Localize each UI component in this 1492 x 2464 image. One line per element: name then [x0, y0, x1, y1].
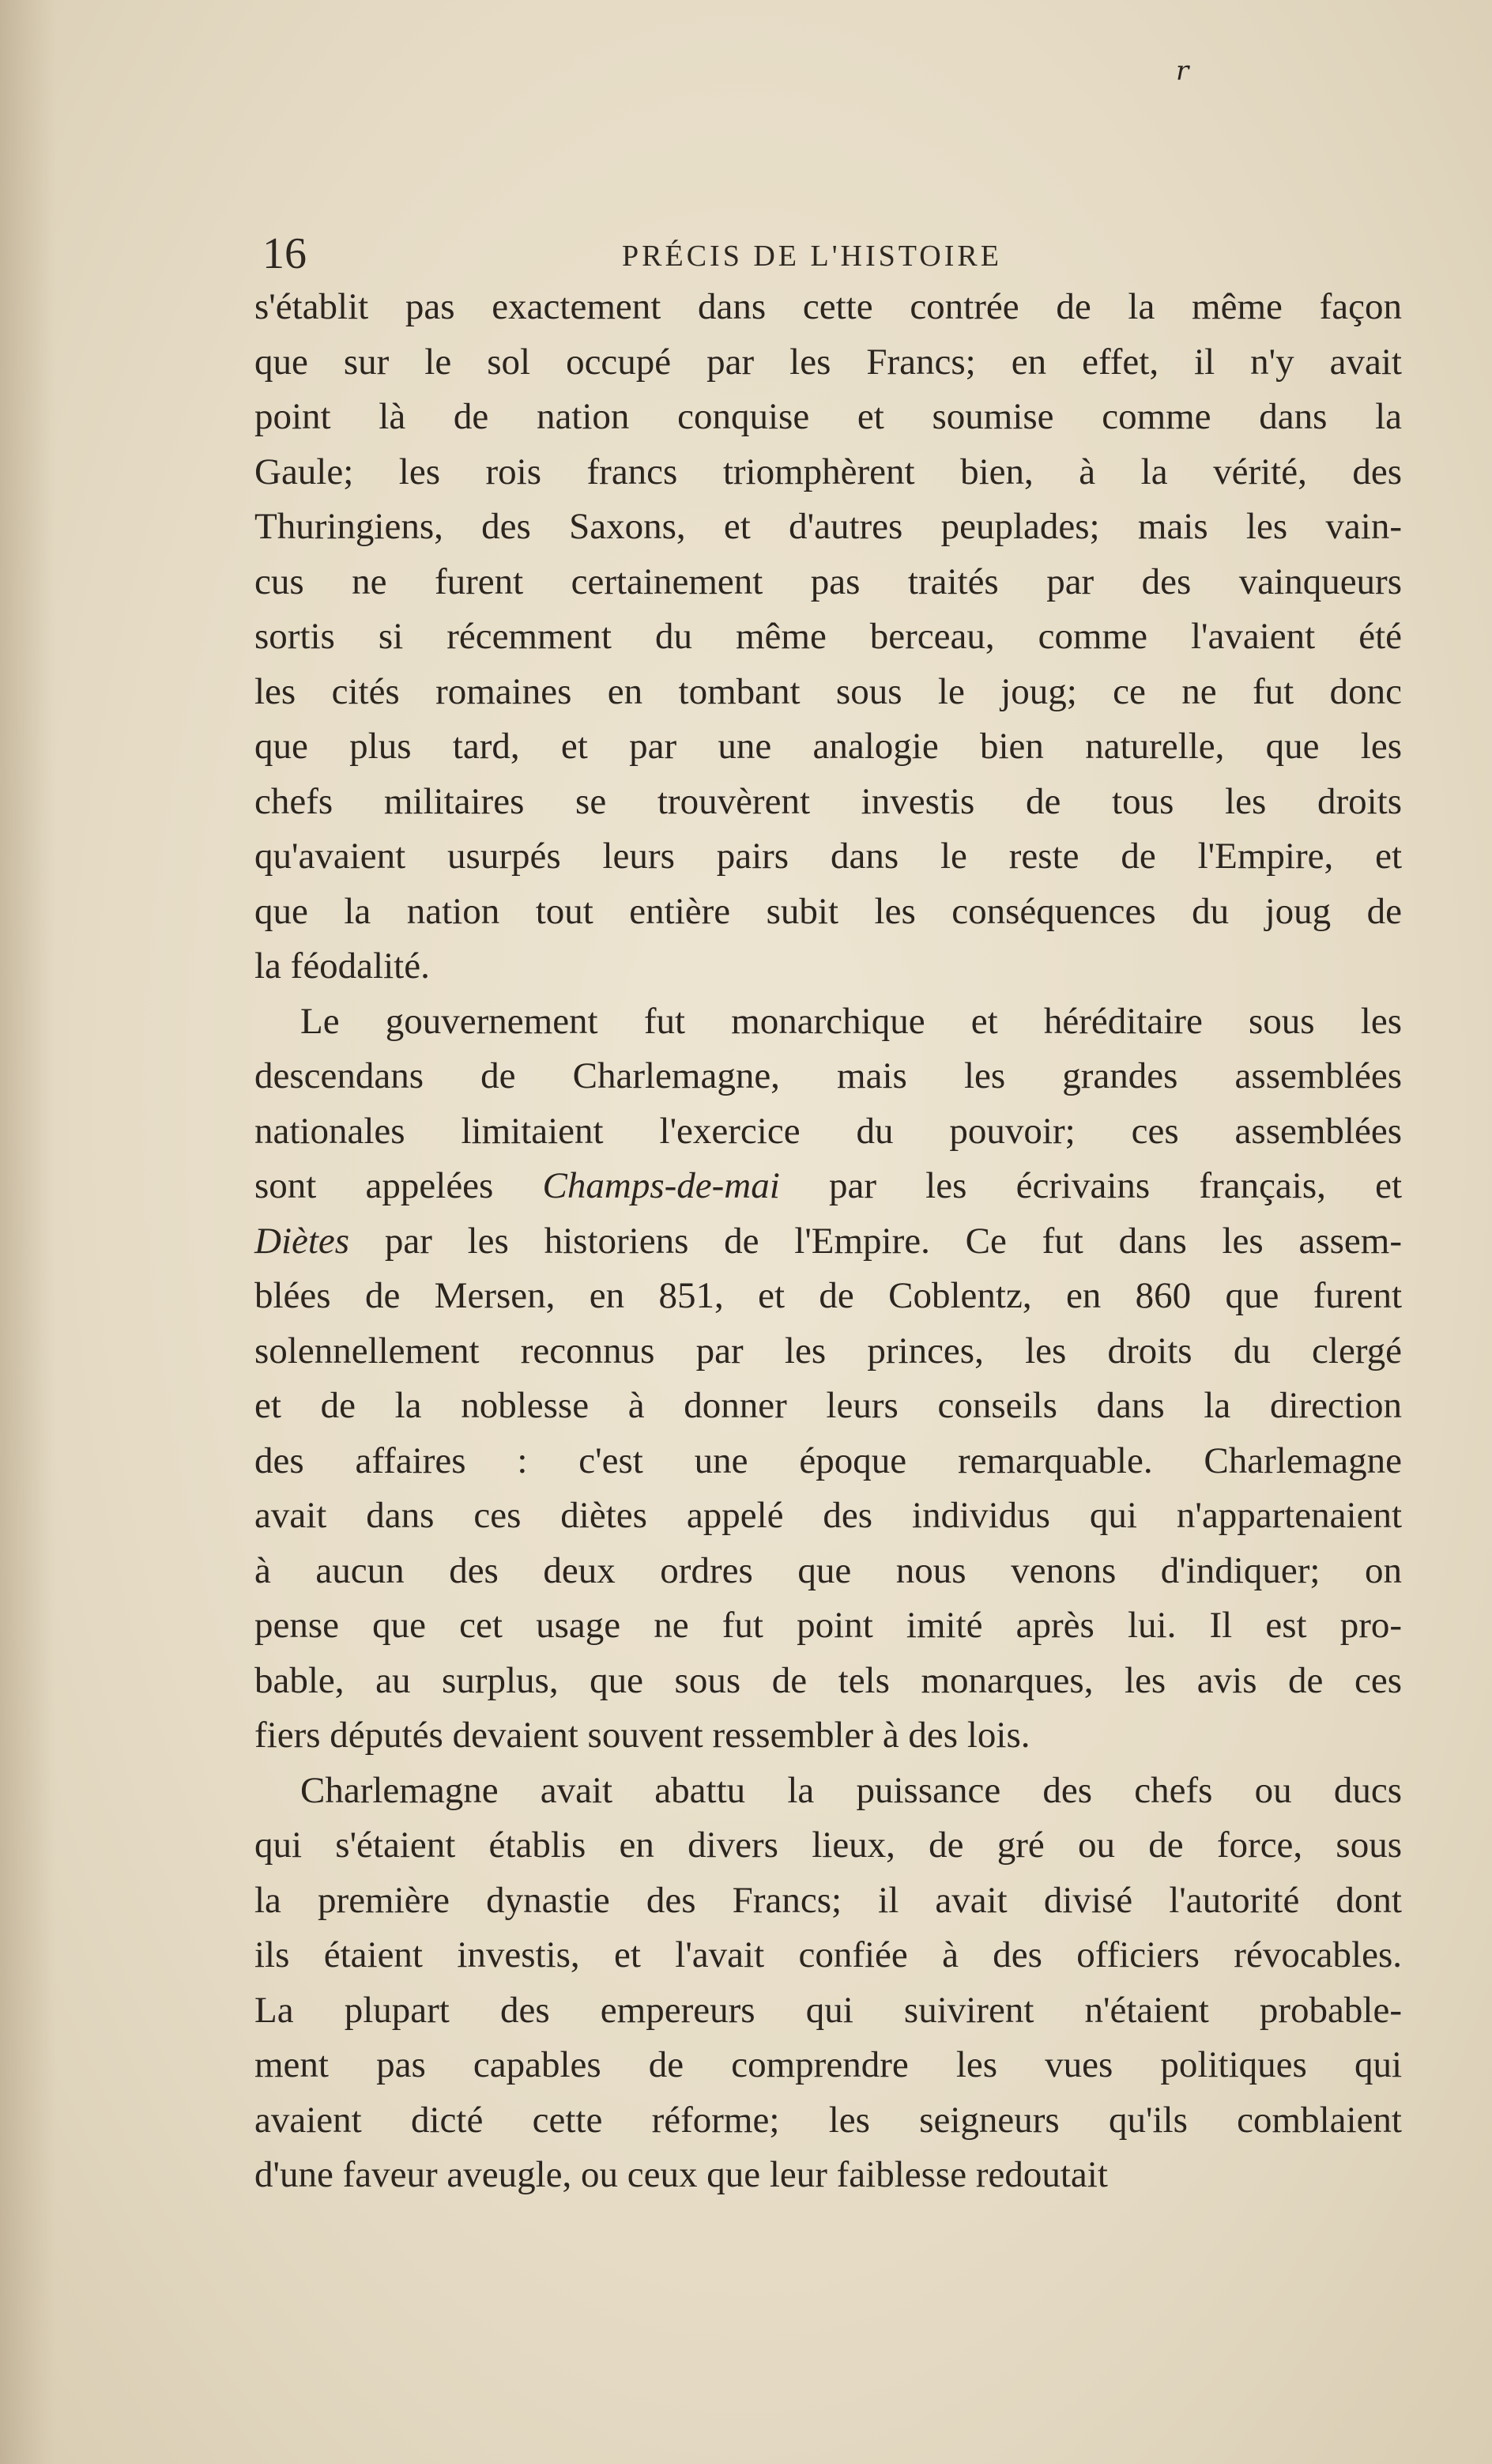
paragraph	[254, 280, 1402, 994]
text-line: ils étaient investis, et l'avait confiée à des officiers révocables.	[254, 1934, 1402, 1975]
text-line: sortis si récemment du même berceau, comme l'avaient été	[254, 616, 1402, 657]
text-line: des affaires : c'est une époque remarquable. Charlemagne	[254, 1440, 1402, 1481]
text-line: ment pas capables de comprendre les vues politiques qui	[254, 2044, 1402, 2085]
text-line: Diètes par les historiens de l'Empire. Ce fut dans les assem-	[254, 1220, 1402, 1262]
text-line: nationales limitaient l'exercice du pouvoir; ces assemblées	[254, 1110, 1402, 1152]
paragraph	[254, 994, 1402, 1764]
text-line: avaient dicté cette réforme; les seigneurs qu'ils comblaient	[254, 2099, 1402, 2141]
text-line: que la nation tout entière subit les conséquences du joug de	[254, 890, 1402, 932]
text-line: sont appelées Champs-de-mai par les écrivains français, et	[254, 1165, 1403, 1206]
text-line: les cités romaines en tombant sous le joug; ce ne fut donc	[254, 670, 1402, 712]
text-line: Le gouvernement fut monarchique et héréditaire sous les	[300, 1000, 1402, 1042]
body-text	[254, 280, 1402, 2203]
italic-term: Champs-de-mai	[542, 1165, 780, 1206]
text-line: solennellement reconnus par les princes, les droits du clergé	[254, 1330, 1402, 1372]
text-line: et de la noblesse à donner leurs conseils dans la direction	[254, 1385, 1402, 1426]
text-line: pense que cet usage ne fut point imité après lui. Il est pro-	[254, 1605, 1402, 1646]
page-header	[262, 226, 1400, 281]
text-line: blées de Mersen, en 851, et de Coblentz, en 860 que furent	[254, 1275, 1402, 1316]
text-line: que sur le sol occupé par les Francs; en effet, il n'y avait	[254, 341, 1402, 383]
text-line: La plupart des empereurs qui suivirent n'étaient probable-	[254, 1989, 1402, 2031]
text-line: avait dans ces diètes appelé des individus qui n'appartenaient	[254, 1495, 1402, 1536]
text-line: qu'avaient usurpés leurs pairs dans le reste de l'Empire, et	[254, 836, 1402, 877]
text-line: fiers députés devaient souvent ressembler à des lois.	[254, 1715, 1030, 1756]
page-number: 16	[262, 229, 307, 278]
text-line: Charlemagne avait abattu la puissance des chefs ou ducs	[300, 1769, 1402, 1811]
text-line: Gaule; les rois francs triomphèrent bien, à la vérité, des	[254, 451, 1402, 492]
text-line: s'établit pas exactement dans cette contrée de la même façon	[254, 286, 1402, 327]
text-line: la féodalité.	[254, 945, 430, 987]
text-line: d'une faveur aveugle, ou ceux que leur faiblesse redoutait	[254, 2154, 1108, 2195]
text-line: chefs militaires se trouvèrent investis de tous les droits	[254, 780, 1402, 822]
text-line: à aucun des deux ordres que nous venons d'indiquer; on	[254, 1549, 1402, 1591]
text-line: descendans de Charlemagne, mais les grandes assemblées	[254, 1055, 1402, 1096]
text-line: qui s'étaient établis en divers lieux, de gré ou de force, sous	[254, 1824, 1402, 1866]
corner-mark: r	[1176, 55, 1189, 87]
text-line: bable, au surplus, que sous de tels monarques, les avis de ces	[254, 1659, 1402, 1701]
text-line: que plus tard, et par une analogie bien naturelle, que les	[254, 726, 1402, 767]
text-line: Thuringiens, des Saxons, et d'autres peuplades; mais les vain-	[254, 506, 1402, 547]
text-line: cus ne furent certainement pas traités par des vainqueurs	[254, 560, 1402, 602]
paragraph	[254, 1764, 1402, 2203]
text-line: point là de nation conquise et soumise comme dans la	[254, 396, 1402, 437]
italic-term: Diètes	[254, 1220, 350, 1262]
running-head: PRÉCIS DE L'HISTOIRE	[622, 240, 1002, 273]
text-line: la première dynastie des Francs; il avait divisé l'autorité dont	[254, 1879, 1402, 1921]
